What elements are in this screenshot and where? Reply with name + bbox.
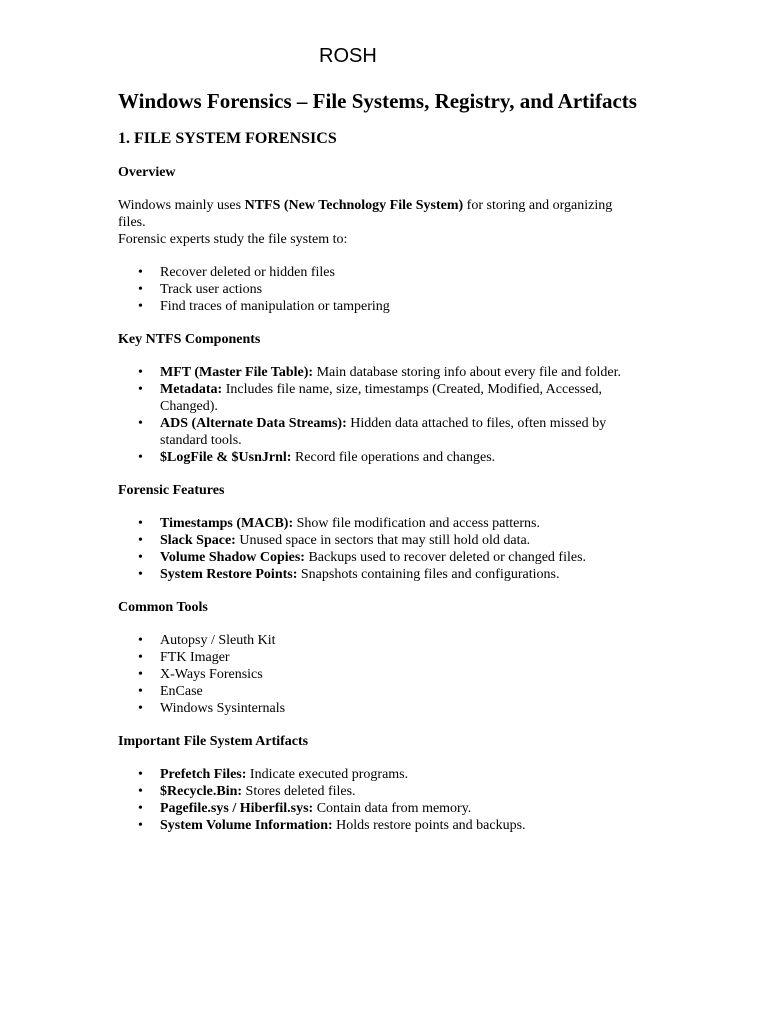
overview-paragraph <box>118 197 628 248</box>
list-item-desc: Backups used to recover deleted or changed files. <box>304 550 587 565</box>
list-item-term: Prefetch Files: <box>160 767 247 782</box>
list-item-desc: Unused space in sectors that may still hold old data. <box>235 533 531 548</box>
list-item <box>118 364 628 381</box>
list-item-desc: Main database storing info about every file and folder. <box>313 365 621 380</box>
overview-line-1-post: for storing and organizing files. <box>118 198 613 230</box>
list-item <box>118 532 628 549</box>
forensic-features-list <box>118 515 628 583</box>
important-artifacts-list <box>118 766 628 834</box>
overview-list <box>118 264 628 315</box>
list-item <box>118 566 628 583</box>
list-item: • Find traces of manipulation or tampering <box>118 298 628 315</box>
list-item-term: Metadata: <box>160 382 223 397</box>
list-item <box>118 515 628 532</box>
document-body <box>118 129 628 850</box>
list-item <box>118 449 628 466</box>
header-mark: ROSH <box>319 45 377 67</box>
list-item: • FTK Imager <box>118 649 628 666</box>
key-ntfs-list <box>118 364 628 466</box>
list-item-desc: Hidden data attached to files, often missed by standard tools. <box>160 416 607 448</box>
list-item <box>118 800 628 817</box>
list-item-term: System Restore Points: <box>160 567 298 582</box>
overview-line-2: Forensic experts study the file system to: <box>118 232 348 247</box>
list-item-term: Pagefile.sys / Hiberfil.sys: <box>160 801 314 816</box>
important-artifacts-heading: Important File System Artifacts <box>118 734 309 749</box>
overview-line-1-bold: NTFS (New Technology File System) <box>244 198 464 213</box>
list-item-desc: Holds restore points and backups. <box>332 818 526 833</box>
list-item: • Track user actions <box>118 281 628 298</box>
list-item-term: ADS (Alternate Data Streams): <box>160 416 347 431</box>
list-item-term: Slack Space: <box>160 533 236 548</box>
common-tools-heading: Common Tools <box>118 600 208 615</box>
overview-heading: Overview <box>118 165 176 180</box>
list-item <box>118 817 628 834</box>
common-tools-list <box>118 632 628 717</box>
list-item: • X-Ways Forensics <box>118 666 628 683</box>
list-item-desc: Contain data from memory. <box>313 801 472 816</box>
list-item: • Autopsy / Sleuth Kit <box>118 632 628 649</box>
list-item-term: System Volume Information: <box>160 818 333 833</box>
list-item-desc: Indicate executed programs. <box>246 767 409 782</box>
section-heading: 1. FILE SYSTEM FORENSICS <box>118 130 337 147</box>
list-item: • Windows Sysinternals <box>118 700 628 717</box>
key-ntfs-heading: Key NTFS Components <box>118 332 261 347</box>
list-item: • EnCase <box>118 683 628 700</box>
list-item-term: Timestamps (MACB): <box>160 516 294 531</box>
list-item-desc: Includes file name, size, timestamps (Created, Modified, Accessed, Changed). <box>160 382 603 414</box>
list-item <box>118 766 628 783</box>
list-item: • Recover deleted or hidden files <box>118 264 628 281</box>
list-item-desc: Show file modification and access patterns. <box>293 516 540 531</box>
list-item-desc: Stores deleted files. <box>242 784 356 799</box>
list-item <box>118 783 628 800</box>
list-item-desc: Snapshots containing files and configurations. <box>297 567 560 582</box>
list-item-term: $Recycle.Bin: <box>160 784 243 799</box>
list-item-term: $LogFile & $UsnJrnl: <box>160 450 292 465</box>
list-item <box>118 549 628 566</box>
overview-line-1 <box>118 197 628 231</box>
list-item-desc: Record file operations and changes. <box>291 450 496 465</box>
overview-line-1-pre: Windows mainly uses <box>118 198 245 213</box>
forensic-features-heading: Forensic Features <box>118 483 225 498</box>
list-item-term: MFT (Master File Table): <box>160 365 314 380</box>
list-item <box>118 381 628 415</box>
list-item <box>118 415 628 449</box>
list-item-term: Volume Shadow Copies: <box>160 550 305 565</box>
document-title: Windows Forensics – File Systems, Registry, and Artifacts <box>118 89 637 113</box>
